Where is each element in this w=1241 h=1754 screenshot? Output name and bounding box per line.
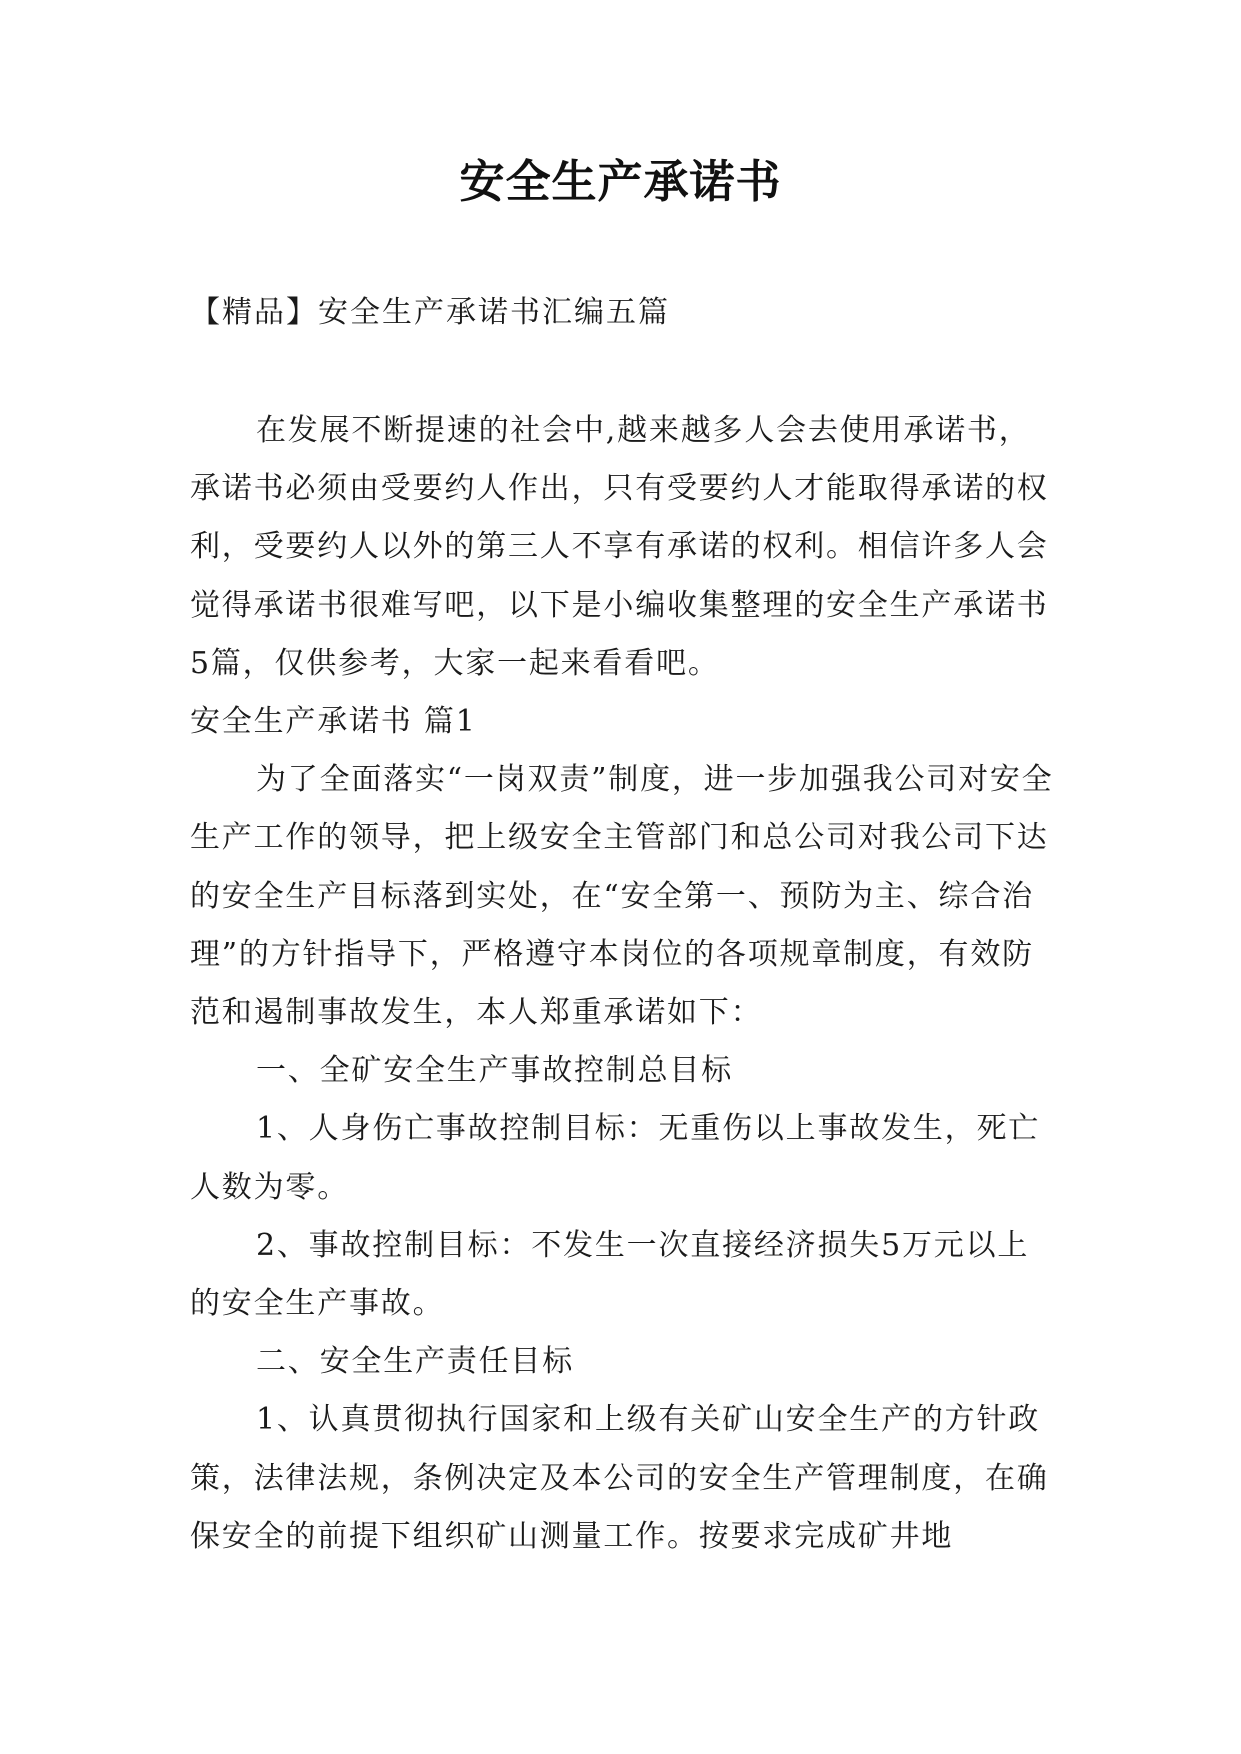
responsibility-item-1: 1、认真贯彻执行国家和上级有关矿山安全生产的方针政策，法律法规，条例决定及本公司的安全生产管理制度，在确保安全的前提下组织矿山测量工作。按要求完成矿井地 bbox=[190, 1402, 1049, 1554]
goal-item-casualty: 1、人身伤亡事故控制目标：无重伤以上事故发生，死亡人数为零。 bbox=[190, 1111, 1041, 1205]
intro-paragraph: 在发展不断提速的社会中,越来越多人会去使用承诺书，承诺书必须由受要约人作出，只有受要约人才能取得承诺的权利，受要约人以外的第三人不享有承诺的权利。相信许多人会觉得承诺书很难写吧，以下是小编收集整理的安全生产承诺书5篇，仅供参考，大家一起来看看吧。 bbox=[190, 413, 1049, 681]
goal-item-accident: 2、事故控制目标：不发生一次直接经济损失5万元以上的安全生产事故。 bbox=[190, 1227, 1030, 1322]
section-heading-part-1: 安全生产承诺书 篇1 bbox=[190, 704, 477, 740]
document-body bbox=[190, 402, 1058, 1566]
commitment-paragraph: 为了全面落实“一岗双责”制度，进一步加强我公司对安全生产工作的领导，把上级安全主管部门和总公司对我公司下达的安全生产目标落到实处，在“安全第一、预防为主、综合治理”的方针指导下，严格遵守本岗位的各项规章制度，有效防范和遏制事故发生，本人郑重承诺如下： bbox=[190, 762, 1054, 1031]
heading-responsibility-goal: 二、安全生产责任目标 bbox=[256, 1344, 574, 1380]
document-title: 安全生产承诺书 bbox=[459, 155, 782, 208]
document-subtitle: 【精品】安全生产承诺书汇编五篇 bbox=[190, 295, 670, 330]
heading-overall-goal: 一、全矿安全生产事故控制总目标 bbox=[256, 1053, 733, 1089]
